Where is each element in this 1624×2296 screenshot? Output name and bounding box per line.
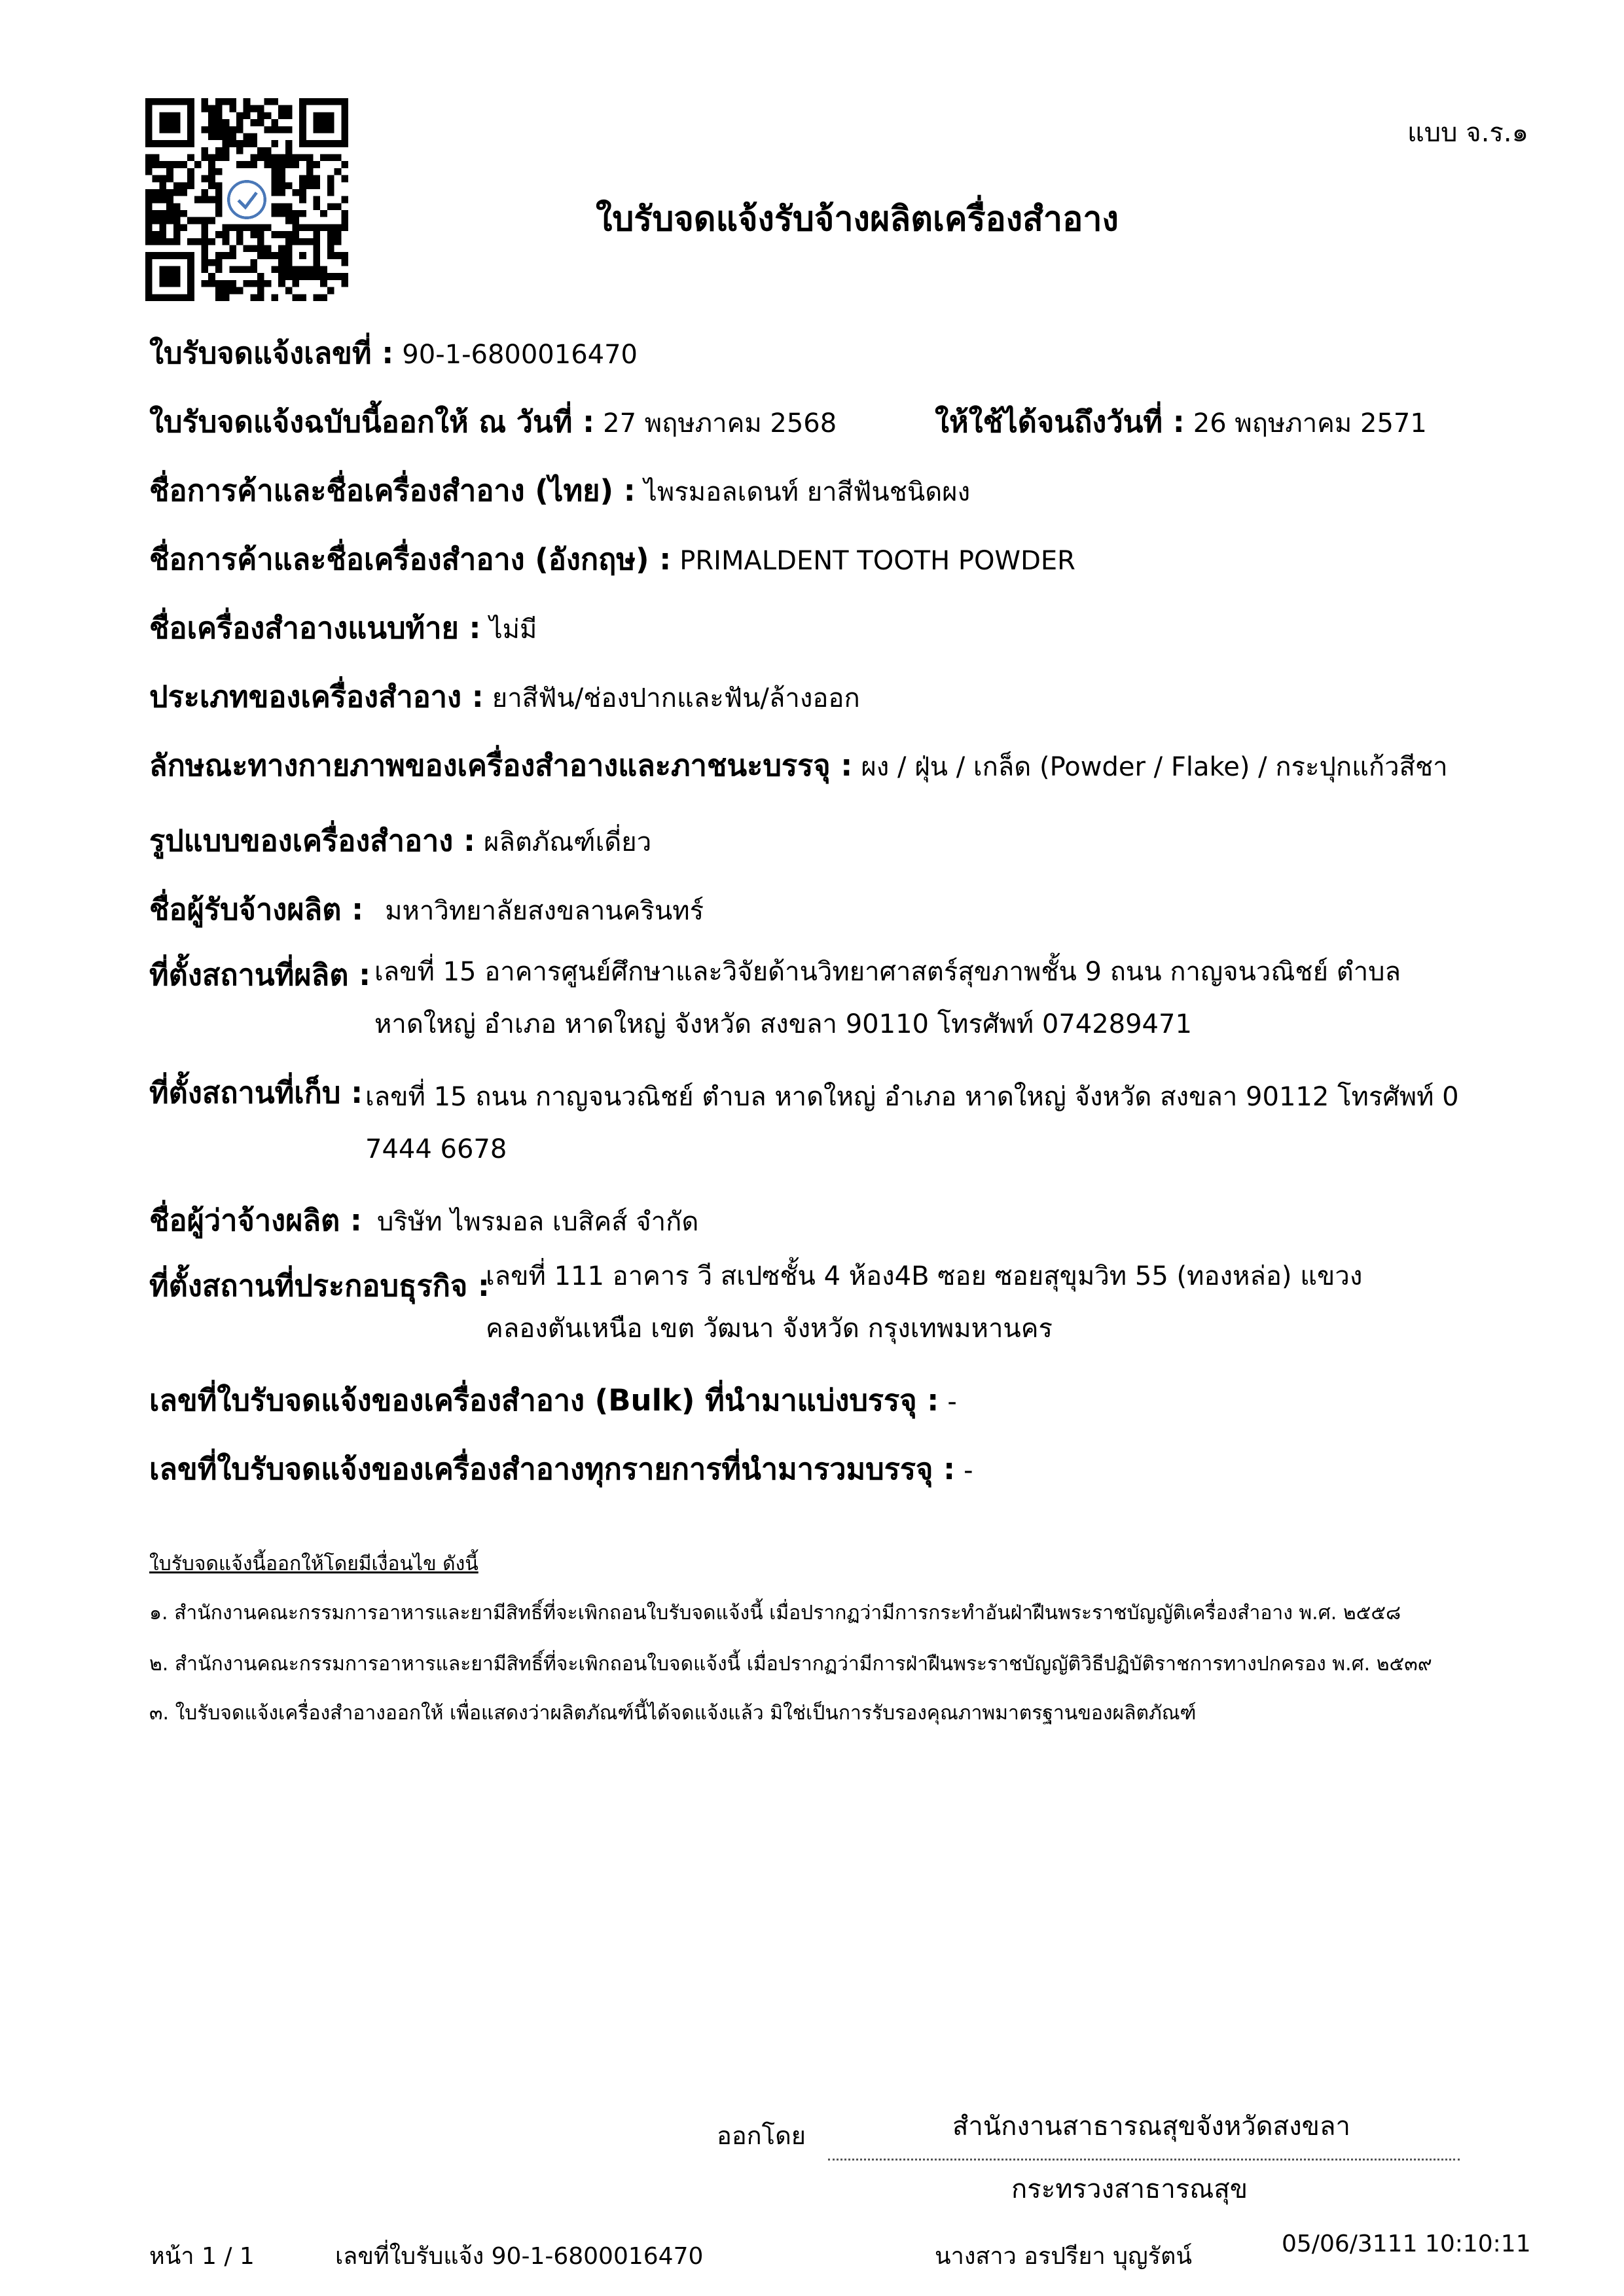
field-type: [149, 679, 860, 717]
field-label: ใบรับจดแจ้งเลขที่ :: [149, 336, 394, 370]
bulk-no-value: -: [947, 1387, 957, 1417]
storage-site-line2: 7444 6678: [365, 1134, 507, 1164]
field-label: ชื่อการค้าและชื่อเครื่องสำอาง (ไทย) :: [149, 473, 636, 508]
combined-no-value: -: [964, 1456, 973, 1486]
field-manufacturer: [149, 891, 704, 929]
field-format: [149, 823, 651, 861]
issuer-ministry: กระทรวงสาธารณสุข: [1011, 2174, 1248, 2204]
valid-until-value: 26 พฤษภาคม 2571: [1193, 408, 1427, 439]
hirer-value: บริษัท ไพรมอล เบสิคส์ จำกัด: [376, 1207, 699, 1237]
condition-item: ๑. สำนักงานคณะกรรมการอาหารและยามีสิทธิ์ที่จะเพิกถอนใบรับจดแจ้งนี้ เมื่อปรากฏว่ามีการกระทำอันฝ่าฝืนพระราชบัญญัติเครื่องสำอาง พ.ศ. ๒๕๕๘: [149, 1602, 1401, 1624]
name-th-value: ไพรมอลเดนท์ ยาสีฟันชนิดผง: [643, 477, 971, 507]
issuer-label: ออกโดย: [717, 2121, 806, 2150]
signature-line: [828, 2159, 1460, 2161]
field-valid-until: [935, 404, 1427, 442]
type-value: ยาสีฟัน/ช่องปากและฟัน/ล้างออก: [492, 683, 860, 713]
field-label: เลขที่ใบรับจดแจ้งของเครื่องสำอางทุกรายการที่นำมารวมบรรจุ :: [149, 1452, 956, 1486]
form-code: แบบ จ.ร.๑: [1407, 118, 1529, 148]
field-name-en: [149, 541, 1075, 579]
page-title: ใบรับจดแจ้งรับจ้างผลิตเครื่องสำอาง: [596, 200, 1119, 239]
field-label: ชื่อเครื่องสำอางแนบท้าย :: [149, 611, 481, 645]
officer-name: นางสาว อรปรียา บุญรัตน์: [935, 2243, 1192, 2270]
field-label: รูปแบบของเครื่องสำอาง :: [149, 823, 475, 858]
conditions-heading: ใบรับจดแจ้งนี้ออกให้โดยมีเงื่อนไข ดังนี้: [149, 1552, 478, 1575]
field-bulk-no: [149, 1382, 957, 1420]
production-site-line2: หาดใหญ่ อำเภอ หาดใหญ่ จังหวัด สงขลา 90110 โทรศัพท์ 074289471: [374, 1009, 1192, 1039]
field-reg-no: [149, 335, 638, 373]
business-site-label: ที่ตั้งสถานที่ประกอบธุรกิจ :: [149, 1268, 490, 1303]
field-label: ใบรับจดแจ้งฉบับนี้ออกให้ ณ วันที่ :: [149, 404, 595, 439]
field-appendix-name: [149, 610, 537, 648]
storage-site-line1: เลขที่ 15 ถนน กาญจนวณิชย์ ตำบล หาดใหญ่ อำเภอ หาดใหญ่ จังหวัด สงขลา 90112 โทรศัพท์ 0: [365, 1082, 1459, 1112]
field-label: ชื่อผู้ว่าจ้างผลิต :: [149, 1203, 362, 1238]
physical-value: ผง / ฝุ่น / เกล็ด (Powder / Flake) / กระปุกแก้วสีชา: [861, 752, 1448, 782]
condition-item: ๓. ใบรับจดแจ้งเครื่องสำอางออกให้ เพื่อแสดงว่าผลิตภัณฑ์นี้ได้จดแจ้งแล้ว มิใช่เป็นการรับรองคุณภาพมาตรฐานของผลิตภัณฑ์: [149, 1702, 1197, 1725]
appendix-name-value: ไม่มี: [489, 615, 537, 645]
field-label: ให้ใช้ได้จนถึงวันที่ :: [935, 404, 1185, 439]
field-label: ลักษณะทางกายภาพของเครื่องสำอางและภาชนะบรรจุ :: [149, 748, 853, 783]
field-label: ประเภทของเครื่องสำอาง :: [149, 679, 484, 714]
field-hirer: [149, 1202, 698, 1240]
name-en-value: PRIMALDENT TOOTH POWDER: [679, 546, 1075, 576]
footer-timestamp: 05/06/3111 10:10:11: [1282, 2231, 1531, 2257]
field-physical: [149, 747, 1448, 785]
qr-code: [145, 98, 348, 301]
field-label: ชื่อผู้รับจ้างผลิต :: [149, 892, 364, 927]
manufacturer-value: มหาวิทยาลัยสงขลานครินทร์: [385, 896, 704, 926]
field-combined-no: [149, 1451, 973, 1489]
page-number: หน้า 1 / 1: [149, 2243, 255, 2270]
issued-value: 27 พฤษภาคม 2568: [603, 408, 837, 439]
footer-ref: เลขที่ใบรับแจ้ง 90-1-6800016470: [335, 2243, 704, 2270]
field-issued: [149, 404, 837, 442]
storage-site-label: ที่ตั้งสถานที่เก็บ :: [149, 1075, 363, 1110]
field-label: เลขที่ใบรับจดแจ้งของเครื่องสำอาง (Bulk) ที่นำมาแบ่งบรรจุ :: [149, 1383, 939, 1418]
issuer-office: สำนักงานสาธารณสุขจังหวัดสงขลา: [952, 2111, 1350, 2142]
business-site-line1: เลขที่ 111 อาคาร วี สเปซชั้น 4 ห้อง4B ซอย ซอยสุขุมวิท 55 (ทองหล่อ) แขวง: [486, 1261, 1363, 1291]
format-value: ผลิตภัณฑ์เดี่ยว: [484, 827, 652, 857]
production-site-label: ที่ตั้งสถานที่ผลิต :: [149, 958, 371, 992]
condition-item: ๒. สำนักงานคณะกรรมการอาหารและยามีสิทธิ์ที่จะเพิกถอนใบจดแจ้งนี้ เมื่อปรากฏว่ามีการฝ่าฝืนพระราชบัญญัติวิธีปฏิบัติราชการทางปกครอง พ.ศ. ๒๕๓๙: [149, 1653, 1432, 1676]
field-label: ชื่อการค้าและชื่อเครื่องสำอาง (อังกฤษ) :: [149, 542, 672, 577]
field-name-th: [149, 473, 970, 511]
production-site-line1: เลขที่ 15 อาคารศูนย์ศึกษาและวิจัยด้านวิทยาศาสตร์สุขภาพชั้น 9 ถนน กาญจนวณิชย์ ตำบล: [374, 957, 1401, 987]
reg-no-value: 90-1-6800016470: [402, 340, 638, 370]
business-site-line2: คลองตันเหนือ เขต วัฒนา จังหวัด กรุงเทพมหานคร: [486, 1314, 1053, 1344]
